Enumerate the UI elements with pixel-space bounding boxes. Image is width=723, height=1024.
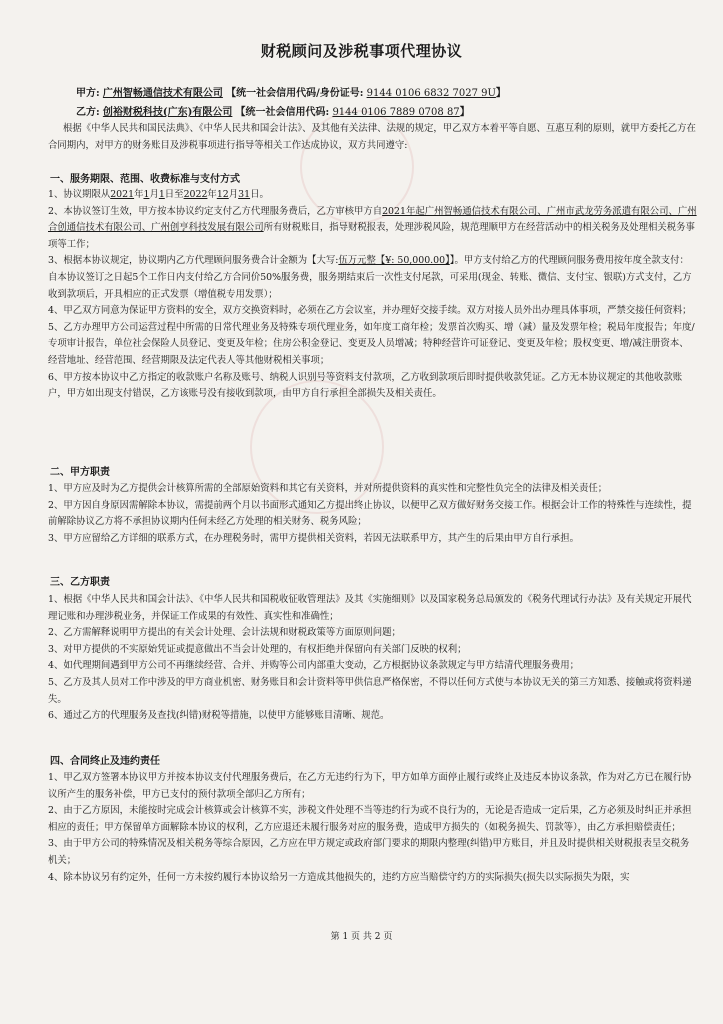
- s1-p1-text-f: 月: [228, 189, 239, 200]
- s4-item-1: 1、甲乙双方签署本协议甲方并按本协议支付代理服务费后，在乙方无违约行为下，甲方如单方面停止履行或终止及违反本协议条款，作为对乙方已在履行协议所产生的服务补偿，甲方已支付的预付款项全部归乙方所有；: [48, 772, 692, 800]
- party-a-code-label: 【统一社会信用代码/身份证号:: [226, 88, 364, 99]
- s3-item-4: 4、如代理期间遇到甲方公司不再继续经营、合并、并购等公司内部重大变动，乙方根据协议条款规定与甲方结清代理服务费用；: [48, 660, 579, 672]
- party-a-name: 广州智畅通信技术有限公司: [102, 88, 223, 99]
- section-3-heading: 三、乙方职责: [50, 577, 110, 588]
- section-2-heading: 二、甲方职责: [50, 467, 110, 478]
- s4-item-2: 2、由于乙方原因，未能按时完成会计核算或会计核算不实，涉税文件处理不当等违约行为或不良行为的，无论是否造成一定后果，乙方必须及时纠正并承担相应的责任；甲方保留单方面解除本协议的权利，乙方应退还未履行服务对应的服务费，造成甲方损失的（如税务损失、罚款等），由乙方承担赔偿责任；: [48, 805, 692, 833]
- intro-paragraph: [48, 121, 698, 154]
- s3-item-1: 1、根据《中华人民共和国会计法》、《中华人民共和国税收征收管理法》及其《实施细则》以及国家税务总局颁发的《税务代理试行办法》及有关规定开展代理记账和办理涉税业务，并保证工作成果的有效性、真实性和准确性；: [48, 594, 692, 622]
- s1-p3-text-a: 3、根据本协议规定，协议期内乙方代理顾问服务费合计金额为【大写:: [48, 255, 339, 267]
- s1-item-4: 4、甲乙双方同意为保证甲方资料的安全，双方交换资料时，必须在乙方会议室，并办理好交接手续。双方对接人员外出办理具体事项，严禁交接任何资料；: [48, 305, 692, 317]
- s4-item-4: 4、除本协议另有约定外，任何一方未按约履行本协议给另一方造成其他损失的，违约方应当赔偿守约方的实际损失(损失以实际损失为限，实: [48, 871, 630, 883]
- s1-p1-text-c: 月: [149, 189, 159, 200]
- party-b-label: 乙方:: [76, 107, 100, 118]
- section-1-body: [48, 187, 698, 403]
- s1-p1-text-d: 日至: [164, 189, 184, 200]
- s1-p1-text-b: 年: [134, 189, 144, 200]
- party-b-code: 9144 0106 7889 0708 87: [332, 107, 460, 118]
- s1-p1-text-e: 年: [207, 189, 217, 200]
- s2-item-3: 3、甲方应留给乙方详细的联系方式，在办理税务时，需甲方提供相关资料，若因无法联系甲方，其产生的后果由甲方自行承担。: [48, 532, 579, 544]
- party-b-code-end: 】: [459, 107, 470, 118]
- s1-p3-text-b: 】。甲方支付给乙方的代理顾问服务费用按年度全款支付：自本协议签订之日起5个工作日内支付给乙方合同价50%服务费，服务期结束后一次性支付尾款，可采用(现金、转账、微信、支付宝、银联)方式支付，乙方收到款项后，开具相应的正式发票（增值税专用发票）；: [48, 255, 692, 300]
- s3-item-6: 6、通过乙方的代理服务及查找(纠错)财税等措施，以使甲方能够账目清晰、规范。: [48, 710, 390, 722]
- s1-p3-amount: 伍万元整【¥: 50,000.00】: [338, 255, 450, 267]
- s3-item-5: 5、乙方及其人员对工作中涉及的甲方商业机密、财务账目和会计资料等甲供信息严格保密，不得以任何方式使与本协议无关的第三方知悉、接触或将资料递失。: [48, 676, 692, 705]
- s2-item-2: 2、甲方因自身原因需解除本协议，需提前两个月以书面形式通知乙方提出终止协议，以便甲乙双方做好财务交接工作。根据会计工作的特殊性与连续性，提前解除协议乙方将不承担协议期内任何未经乙方处理的相关财务、税务风险；: [48, 499, 692, 528]
- s4-item-3: 3、由于甲方公司的特殊情况及相关税务等综合原因，乙方应在甲方规定或政府部门要求的期限内整理(纠错)甲方账目，并且及时提供相关财税报表呈交税务机关；: [48, 838, 690, 866]
- section-4-body: [48, 770, 698, 886]
- intro-text: 根据《中华人民共和国民法典》、《中华人民共和国会计法》、及其他有关法律、法规的规定，甲乙双方本着平等自愿、互惠互利的原则，就甲方委托乙方在合同期内，对甲方的财务账目及涉税事项进行指导等相关工作达成协议，双方共同遵守:: [48, 123, 696, 151]
- s1-p2-text-b: 所有财税账目，指导财税报表，处理涉税风险，规范理顺甲方在经营活动中的相关税务及处理相关税务事项等工作；: [48, 222, 695, 250]
- s1-p1-text-g: 日。: [250, 189, 269, 200]
- section-2-body: [48, 481, 698, 547]
- s3-item-2: 2、乙方需解释说明甲方提出的有关会计处理、会计法规和财税政策等方面原则问题；: [48, 627, 401, 639]
- party-a-line: [76, 84, 506, 99]
- s1-item-2: [48, 204, 698, 254]
- page-number: 第 1 页 共 2 页: [330, 932, 393, 942]
- party-b-name: 创裕财税科技(广东)有限公司: [102, 107, 233, 118]
- section-3-body: [48, 592, 698, 725]
- s1-item-6: 6、甲方按本协议中乙方指定的收款账户名称及账号、纳税人识别号等资料支付款项，乙方收到款项后即时提供收款凭证。乙方无本协议规定的其他收款账户，甲方如出现支付错误，乙方该账号没有接收到款项，由甲方自行承担全部损失及相关责任。: [48, 371, 683, 400]
- s3-item-3: 3、对甲方提供的不实原始凭证或提意做出不当会计处理的，有权拒绝并保留向有关部门反映的权利；: [48, 643, 467, 655]
- s1-item-1: [48, 187, 698, 204]
- s1-p1-start-day: 1: [158, 189, 165, 200]
- party-a-code-end: 】: [495, 88, 506, 99]
- s1-p2-text-a: 2、本协议签订生效，甲方按本协议约定支付乙方代理服务费后，乙方审核甲方自: [48, 205, 383, 217]
- s1-p1-end-month: 12: [216, 189, 229, 200]
- document-title: 财税顾问及涉税事项代理协议: [260, 42, 463, 60]
- s1-p1-start-month: 1: [143, 189, 150, 200]
- s1-p1-start-year: 2021: [110, 189, 135, 200]
- s2-item-1: 1、甲方应及时为乙方提供会计核算所需的全部原始资料和其它有关资料，并对所提供资料的真实性和完整性负完全的法律及相关责任；: [48, 483, 608, 494]
- party-b-code-label: 【统一社会信用代码:: [235, 107, 330, 118]
- s1-p1-end-year: 2022: [183, 189, 208, 200]
- party-a-code: 9144 0106 6832 7027 9U: [366, 88, 496, 99]
- section-4-heading: 四、合同终止及违约责任: [50, 756, 160, 767]
- s1-item-3: [48, 253, 698, 303]
- s1-p1-text-a: 1、协议期限从: [48, 189, 111, 200]
- section-1-heading: 一、服务期限、范围、收费标准与支付方式: [50, 174, 240, 185]
- party-a-label: 甲方:: [76, 88, 100, 99]
- s1-item-5: 5、乙方办理甲方公司运营过程中所需的日常代理业务及特殊专项代理业务，如年度工商年检；发票首次购买、增（减）量及发票年检；税局年度报告；年度/专项审计报告，单位社会保险人员登记、变更及年检；住房公积金登记、变更及人员增减；特种经营许可证登记、变更及年检；股权变更、增/减注册资本、经营地址、经营范围、经营期限及法定代表人等其他财税相关事项；: [48, 321, 695, 366]
- s1-p2-companies: 2021年起广州智畅通信技术有限公司、广州市武龙劳务派遣有限公司、广州合创通信技术有限公司、广州创亨科技发展有限公司: [48, 205, 697, 234]
- s1-p1-end-day: 31: [238, 189, 251, 200]
- party-b-line: [76, 103, 470, 118]
